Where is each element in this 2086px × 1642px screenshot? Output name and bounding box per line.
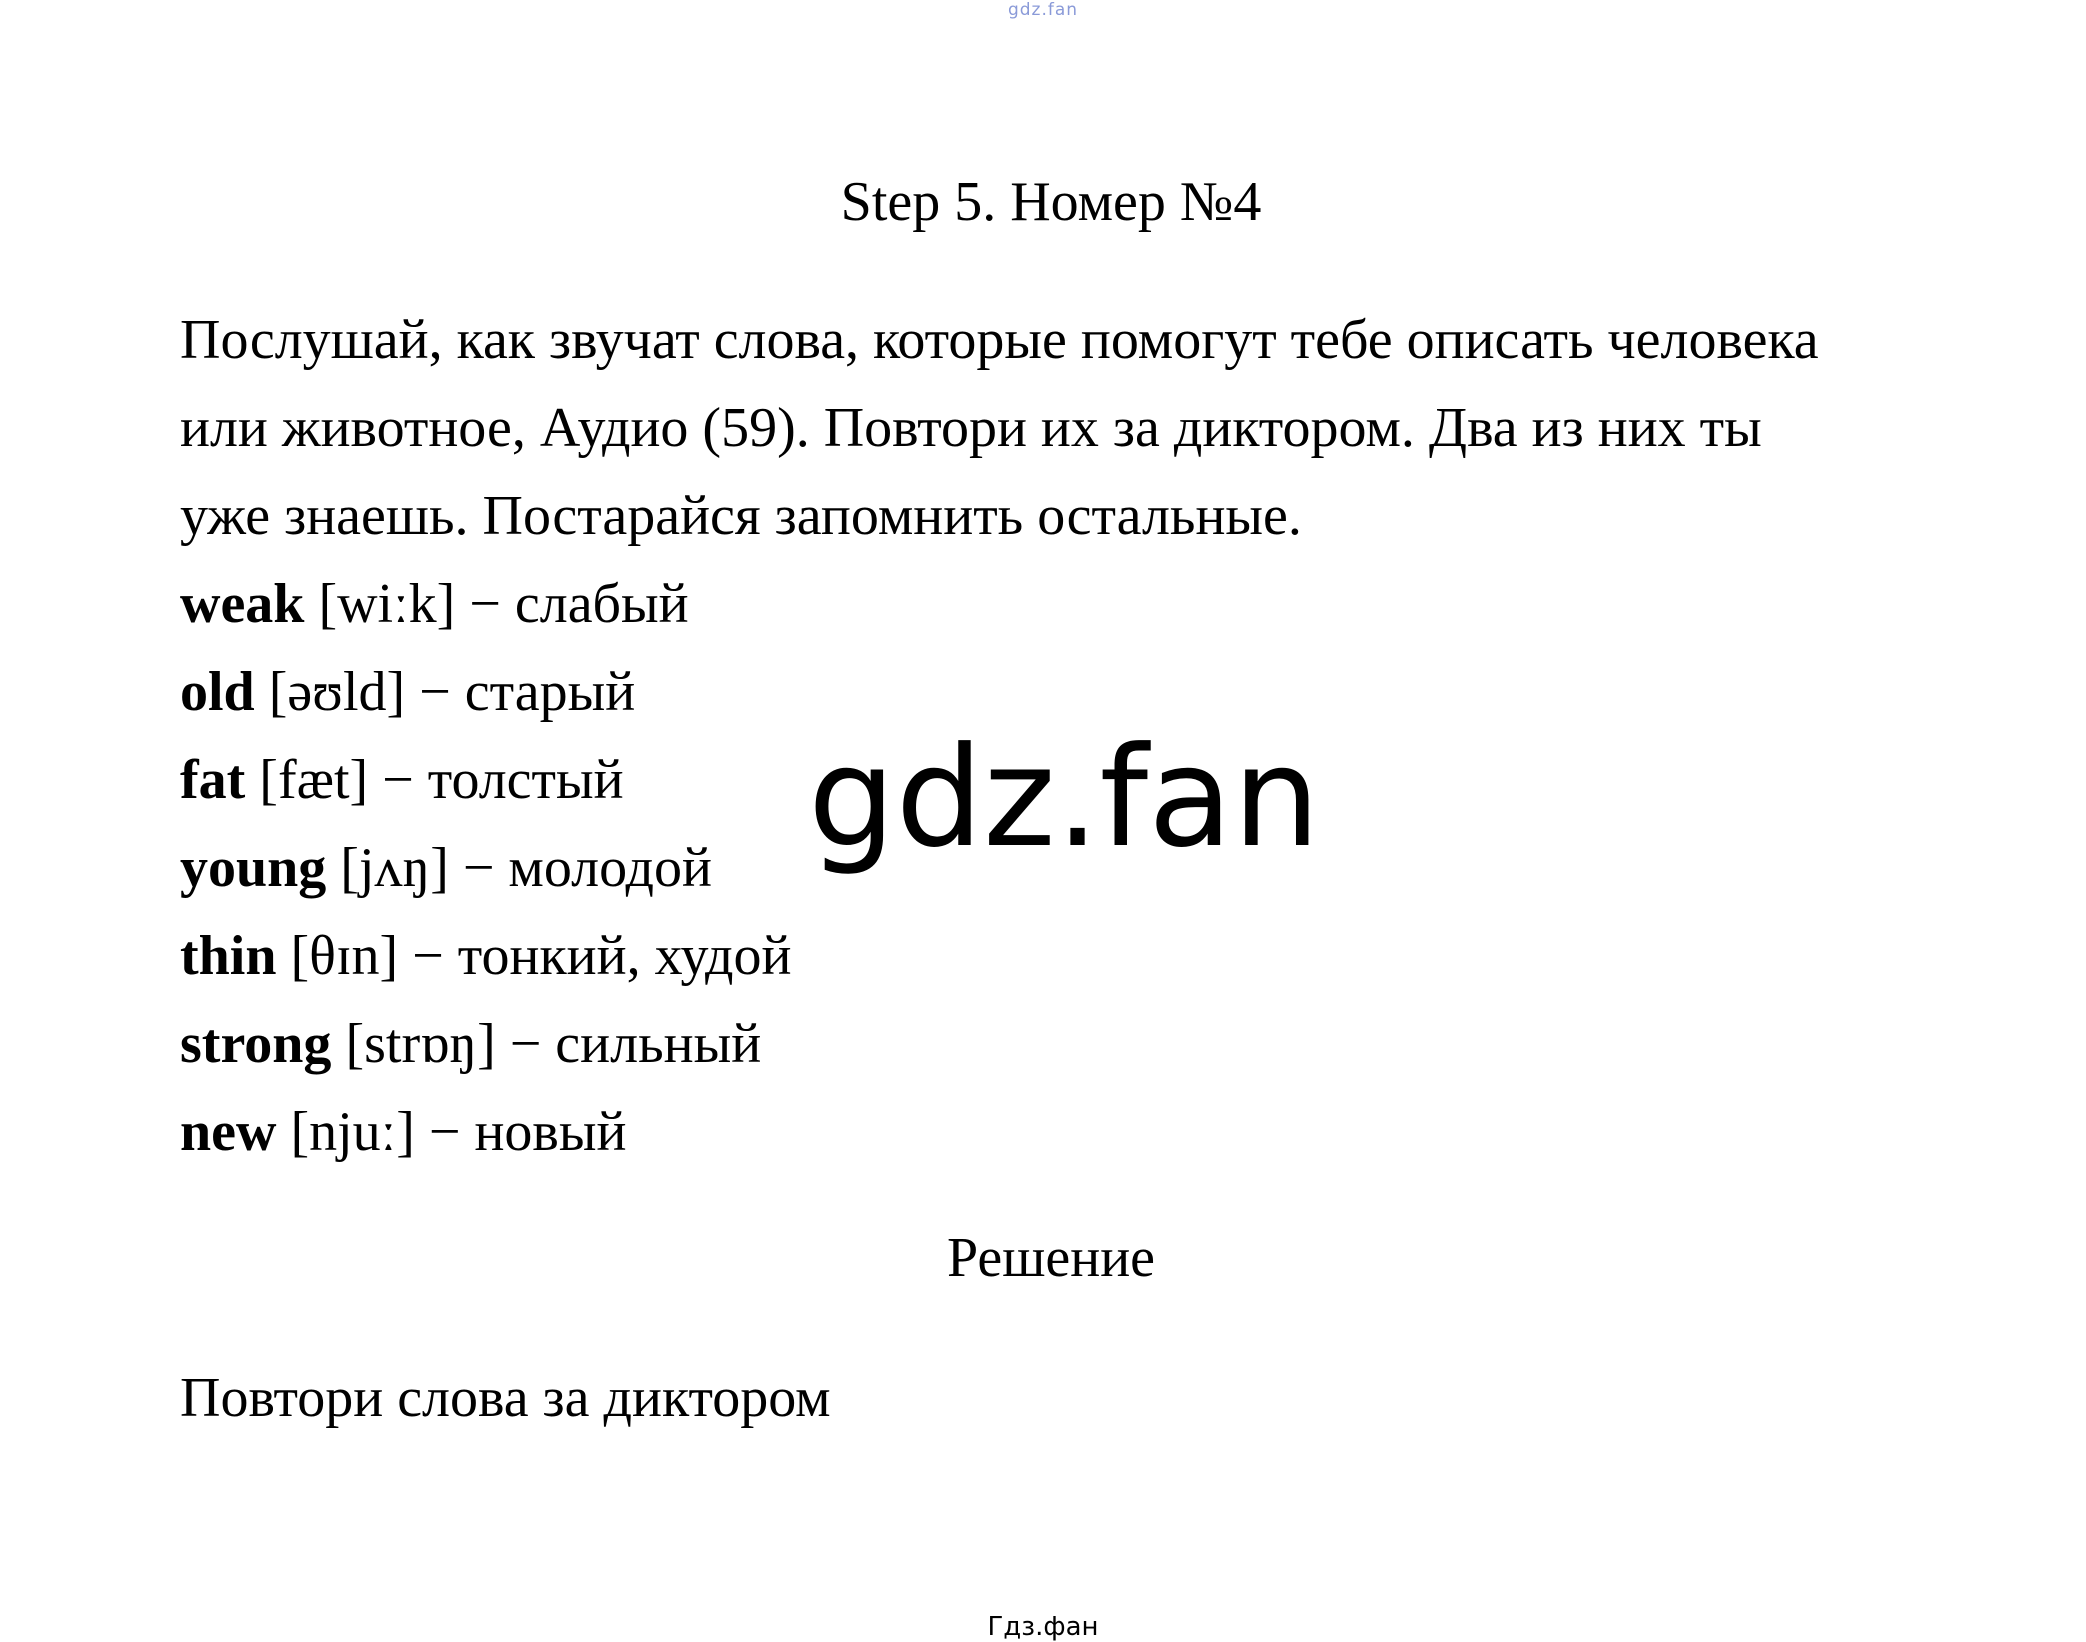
footer: Гдз.фан xyxy=(987,1612,1099,1642)
task-line: или животное, Аудио (59). Повтори их за диктором. Два из них ты xyxy=(180,397,1762,459)
vocabulary-translation: [wiːk] − слабый xyxy=(304,573,689,635)
vocabulary-item xyxy=(180,1088,1380,1176)
vocabulary-item xyxy=(180,560,1380,648)
watermark: gdz.fan xyxy=(808,717,1321,878)
task-line: уже знаешь. Постарайся запомнить остальные. xyxy=(180,485,1302,547)
vocabulary-translation: [njuː] − новый xyxy=(276,1101,627,1163)
vocabulary-word: fat xyxy=(180,749,246,811)
task-line: Послушай, как звучат слова, которые помогут тебе описать человека xyxy=(180,309,1819,371)
solution-text: Повтори слова за диктором xyxy=(180,1367,831,1429)
vocabulary-word: weak xyxy=(180,573,305,635)
task-text xyxy=(180,296,1960,560)
vocabulary-word: thin xyxy=(180,925,277,987)
vocabulary-word: strong xyxy=(180,1013,332,1075)
vocabulary-translation: [fæt] − толстый xyxy=(245,749,624,811)
top-watermark: gdz.fan xyxy=(1007,0,1079,20)
vocabulary-translation: [əʊld] − старый xyxy=(254,661,636,723)
vocabulary-item xyxy=(180,912,1380,1000)
vocabulary-word: old xyxy=(180,661,255,723)
page-title: Step 5. Номер №4 xyxy=(840,171,1262,233)
vocabulary-word: young xyxy=(180,837,327,899)
vocabulary-translation: [strɒŋ] − сильный xyxy=(331,1013,762,1075)
solution-heading: Решение xyxy=(946,1227,1156,1289)
vocabulary-translation: [θɪn] − тонкий, худой xyxy=(276,925,792,987)
vocabulary-item xyxy=(180,1000,1380,1088)
vocabulary-translation: [jʌŋ] − молодой xyxy=(326,837,712,899)
vocabulary-word: new xyxy=(180,1101,277,1163)
